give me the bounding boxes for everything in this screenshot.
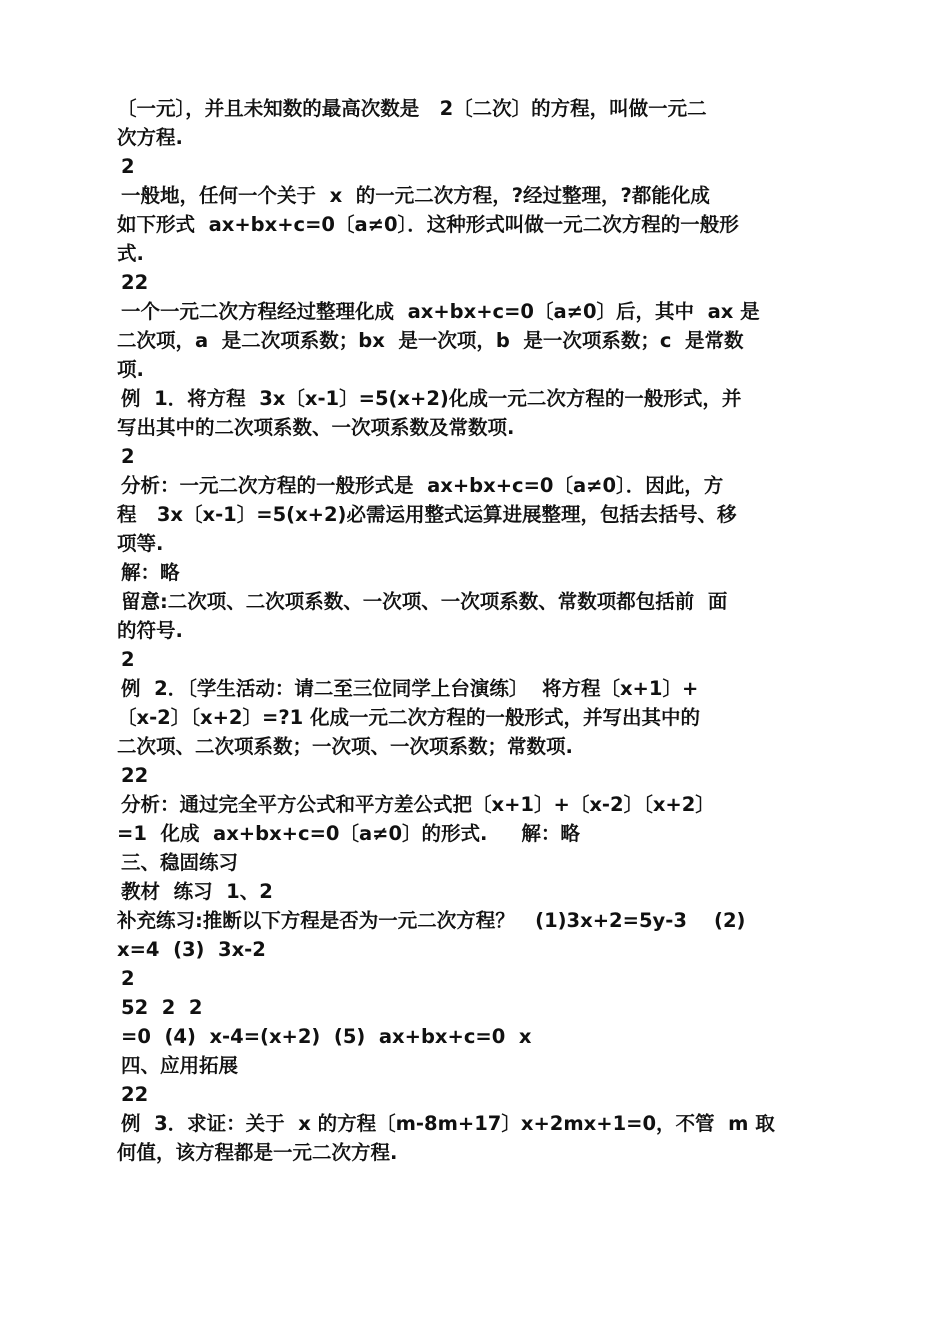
text-line: 22 [121, 1083, 149, 1106]
text-line: 〔一元〕，并且未知数的最高次数是 2〔二次〕的方程，叫做一元二 [117, 97, 707, 120]
text-line: 2 [121, 648, 135, 671]
text-line: 式. [117, 242, 144, 265]
text-line: 项等. [117, 532, 164, 555]
text-line: 一般地，任何一个关于 x 的一元二次方程，?经过整理，?都能化成 [121, 184, 710, 207]
text-line: 写出其中的二次项系数、一次项系数及常数项. [117, 416, 515, 439]
text-line: 2 [121, 967, 135, 990]
text-line: 例 1．将方程 3x〔x-1〕=5(x+2)化成一元二次方程的一般形式，并 [121, 387, 742, 410]
text-line: 补充练习:推断以下方程是否为一元二次方程？ (1)3x+2=5y-3 (2) [117, 909, 746, 932]
text-line: 52 2 2 [121, 996, 203, 1019]
text-line: 22 [121, 764, 149, 787]
text-line: 一个一元二次方程经过整理化成 ax+bx+c=0〔a≠0〕后，其中 ax 是 [121, 300, 760, 323]
text-line: 留意:二次项、二次项系数、一次项、一次项系数、常数项都包括前 面 [121, 590, 728, 613]
text-line: 〔x-2〕〔x+2〕=?1 化成一元二次方程的一般形式，并写出其中的 [117, 706, 700, 729]
text-line: 2 [121, 445, 135, 468]
text-line: 次方程. [117, 126, 183, 149]
text-line: 教材 练习 1、2 [121, 880, 273, 903]
text-line: =0 (4) x-4=(x+2) (5) ax+bx+c=0 x [121, 1025, 532, 1048]
text-line: 例 3．求证：关于 x 的方程〔m-8m+17〕x+2mx+1=0，不管 m 取 [121, 1112, 775, 1135]
text-line: 如下形式 ax+bx+c=0〔a≠0〕．这种形式叫做一元二次方程的一般形 [117, 213, 739, 236]
text-line: 程 3x〔x-1〕=5(x+2)必需运用整式运算进展整理，包括去括号、移 [117, 503, 737, 526]
text-line: x=4 (3) 3x-2 [117, 938, 266, 961]
text-line: 二次项，a 是二次项系数；bx 是一次项，b 是一次项系数；c 是常数 [117, 329, 744, 352]
section-heading: 四、应用拓展 [121, 1054, 239, 1077]
text-line: 分析：通过完全平方公式和平方差公式把〔x+1〕+〔x-2〕〔x+2〕 [121, 793, 715, 816]
section-heading: 三、稳固练习 [121, 851, 239, 874]
text-line: 22 [121, 271, 149, 294]
text-line: 二次项、二次项系数；一次项、一次项系数；常数项. [117, 735, 573, 758]
text-line: 分析：一元二次方程的一般形式是 ax+bx+c=0〔a≠0〕．因此，方 [121, 474, 724, 497]
text-line: 的符号. [117, 619, 183, 642]
text-line: 例 2．〔学生活动：请二至三位同学上台演练〕 将方程〔x+1〕+ [121, 677, 699, 700]
text-line: 2 [121, 155, 135, 178]
text-line: 何值，该方程都是一元二次方程. [117, 1141, 398, 1164]
text-line: 解：略 [121, 561, 180, 584]
text-line: 项. [117, 358, 144, 381]
text-line: =1 化成 ax+bx+c=0〔a≠0〕的形式. 解：略 [117, 822, 580, 845]
